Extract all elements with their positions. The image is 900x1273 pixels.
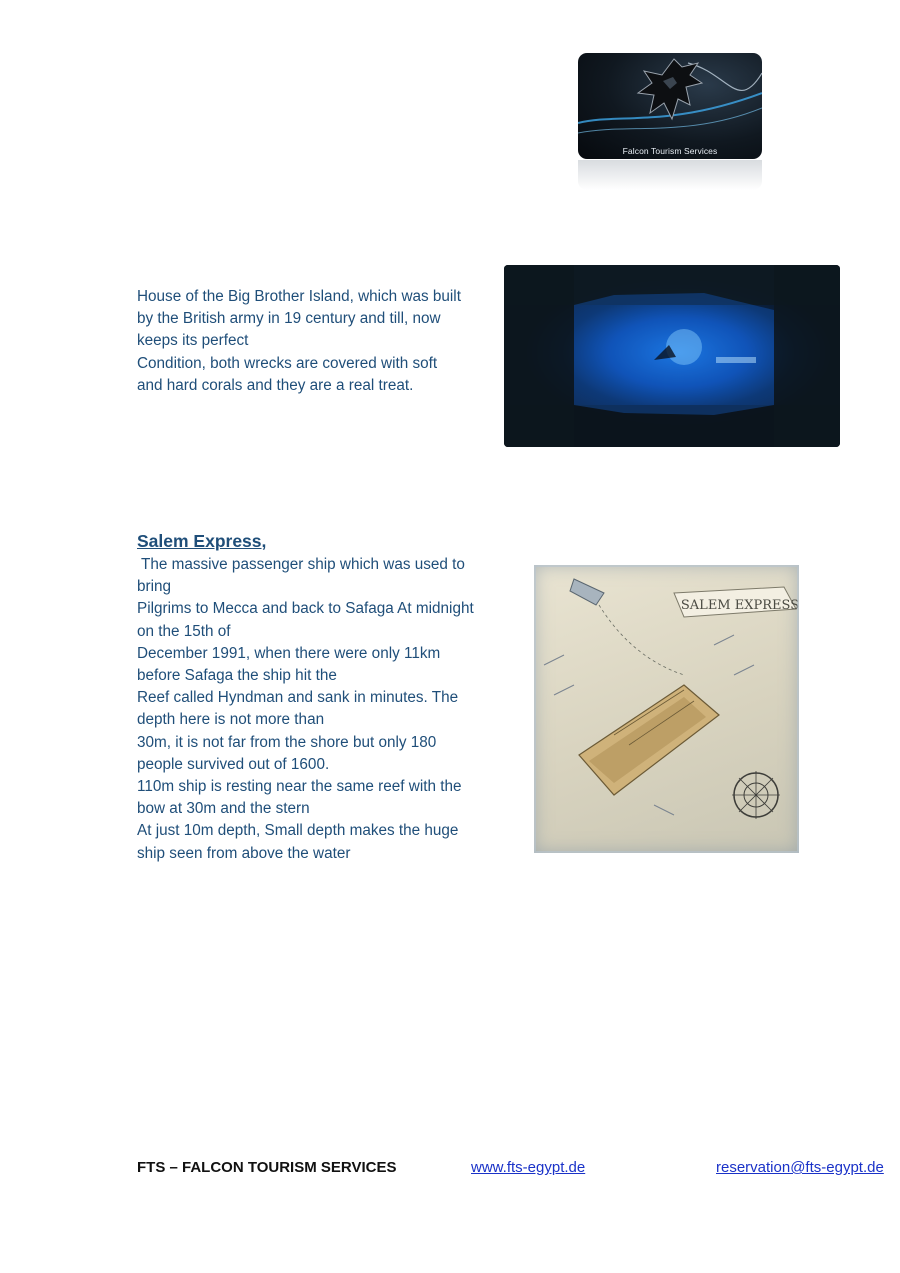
section2-line: 30m, it is not far from the shore but only 180 bbox=[137, 733, 437, 751]
footer-brand: FTS – FALCON TOURISM SERVICES bbox=[137, 1159, 397, 1176]
logo-reflection bbox=[578, 160, 762, 190]
section2-line: depth here is not more than bbox=[137, 711, 325, 729]
section1-line: House of the Big Brother Island, which was built bbox=[137, 288, 461, 305]
map-banner-text: SALEM EXPRESS bbox=[680, 598, 799, 613]
logo-text: Falcon Tourism Services bbox=[622, 146, 718, 156]
section2-line: 110m ship is resting near the same reef with the bbox=[137, 778, 462, 796]
heading-comma: , bbox=[261, 531, 267, 551]
section2-line: Pilgrims to Mecca and back to Safaga At midnight bbox=[137, 600, 474, 618]
underwater-wreck-photo bbox=[504, 265, 840, 447]
section2-line: before Safaga the ship hit the bbox=[137, 667, 337, 685]
section2-line: on the 15th of bbox=[137, 622, 231, 640]
section2-line: bow at 30m and the stern bbox=[137, 800, 310, 818]
falcon-icon bbox=[578, 53, 762, 159]
section2-line: The massive passenger ship which was used to bbox=[137, 556, 465, 573]
section2-line: At just 10m depth, Small depth makes the huge bbox=[137, 822, 459, 840]
section1-line: keeps its perfect bbox=[137, 332, 249, 350]
section1-line: by the British army in 19 century and till, now bbox=[137, 310, 441, 328]
section2-heading bbox=[137, 529, 266, 553]
footer-website-link[interactable]: www.fts-egypt.de bbox=[471, 1159, 586, 1176]
section1-line: Condition, both wrecks are covered with soft bbox=[137, 354, 438, 372]
heading-title: Salem Express bbox=[137, 531, 262, 551]
section2-line: Reef called Hyndman and sank in minutes. The bbox=[137, 689, 459, 707]
section1-line: and hard corals and they are a real treat. bbox=[137, 376, 414, 394]
salem-express-map-illustration bbox=[534, 565, 799, 853]
section2-line: December 1991, when there were only 11km bbox=[137, 644, 441, 662]
footer-email-link[interactable]: reservation@fts-egypt.de bbox=[716, 1159, 884, 1176]
section2-text bbox=[137, 554, 474, 865]
section2-line: ship seen from above the water bbox=[137, 844, 351, 862]
section1-text bbox=[137, 286, 461, 397]
falcon-logo bbox=[578, 53, 762, 159]
section2-line: people survived out of 1600. bbox=[137, 755, 330, 773]
section2-line: bring bbox=[137, 578, 172, 596]
